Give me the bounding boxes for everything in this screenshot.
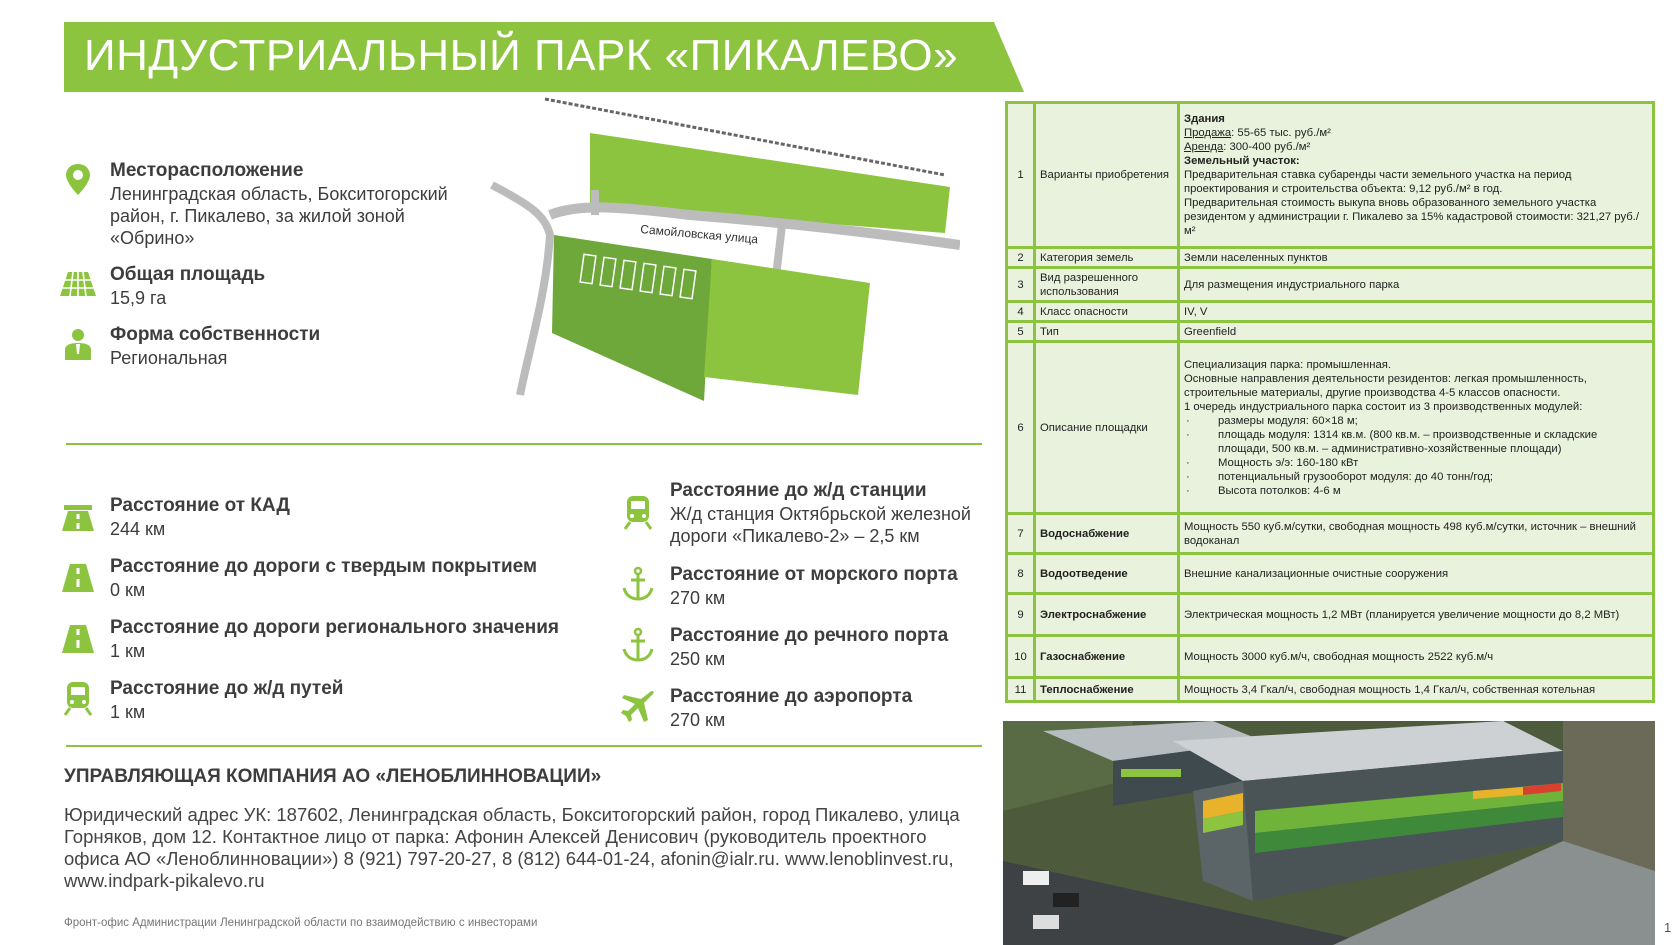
table-row	[1007, 636, 1654, 678]
row-key: Описание площадки	[1035, 342, 1179, 514]
distance-label: Расстояние от морского порта	[670, 564, 958, 585]
row-number: 7	[1007, 514, 1035, 554]
distance-label: Расстояние до дороги с твердым покрытием	[110, 556, 537, 577]
company-contacts: Юридический адрес УК: 187602, Ленинградская область, Бокситогорский район, город Пикалево, улица Горняков, дом 12. Контактное лицо от парка: Афонин Алексей Денисович (руководитель проектного офиса АО «Леноблинновации») 8 (921) 797-20-27, 8 (812) 644-01-24, afonin@ialr.ru. www.lenoblinvest.ru, www.indpark-pikalevo.ru	[64, 804, 960, 891]
distance-value: 0 км	[110, 580, 146, 600]
aerial-photo	[1003, 721, 1655, 945]
row-number: 4	[1007, 302, 1035, 322]
company-name: УПРАВЛЯЮЩАЯ КОМПАНИЯ АО «ЛЕНОБЛИННОВАЦИИ»	[64, 766, 602, 787]
spec-table	[1005, 101, 1655, 703]
distance-value: 270 км	[670, 710, 726, 730]
desc-bullet: · размеры модуля: 60×18 м;	[1184, 414, 1648, 428]
row-value: Мощность 3000 куб.м/ч, свободная мощность 2522 куб.м/ч	[1179, 636, 1654, 678]
road-west	[492, 185, 550, 395]
table-row	[1007, 594, 1654, 636]
distance-value: 1 км	[110, 641, 146, 661]
train-icon	[60, 680, 96, 716]
divider-top	[66, 443, 982, 445]
table-row	[1007, 342, 1654, 514]
desc-bullet: · площадь модуля: 1314 кв.м. (800 кв.м. – производственные и складские площади, 500 кв.м. – административно-хозяйственные площади)	[1184, 428, 1648, 456]
desc-line: 1 очередь индустриального парка состоит из 3 производственных модулей:	[1184, 400, 1583, 413]
area-grid-icon	[60, 266, 96, 302]
distance-label: Расстояние до аэропорта	[670, 686, 913, 707]
distance-label: Расстояние до дороги регионального значения	[110, 617, 559, 638]
desc-bullet: · потенциальный грузооборот модуля: до 40 тонн/год;	[1184, 470, 1648, 484]
site-map	[490, 95, 960, 425]
table-row	[1007, 514, 1654, 554]
row-number: 10	[1007, 636, 1035, 678]
table-row	[1007, 103, 1654, 248]
land-buy: Предварительная стоимость выкупа вновь образованного земельного участка резидентом у администрации г. Пикалево за 15% кадастровой стоимости: 321,27 руб./м²	[1184, 197, 1639, 237]
table-row	[1007, 678, 1654, 702]
row-key: Водоснабжение	[1035, 514, 1179, 554]
row-value	[1179, 342, 1654, 514]
row-value: IV, V	[1179, 302, 1654, 322]
row-number: 2	[1007, 248, 1035, 268]
info-label: Форма собственности	[110, 324, 321, 345]
row-key: Категория земель	[1035, 248, 1179, 268]
row-key: Теплоснабжение	[1035, 678, 1179, 702]
row-number: 1	[1007, 103, 1035, 248]
rent-value: : 300-400 руб./м²	[1223, 141, 1311, 153]
row-key: Класс опасности	[1035, 302, 1179, 322]
row-value: Электрическая мощность 1,2 МВт (планируется увеличение мощности до 8,2 МВт)	[1179, 594, 1654, 636]
row-number: 9	[1007, 594, 1035, 636]
info-value: 15,9 га	[110, 288, 167, 308]
info-label: Месторасположение	[110, 160, 304, 181]
distance-value: 244 км	[110, 519, 166, 539]
table-row	[1007, 248, 1654, 268]
row-key: Тип	[1035, 322, 1179, 342]
table-row	[1007, 322, 1654, 342]
plot-east	[704, 259, 870, 395]
row-key: Газоснабжение	[1035, 636, 1179, 678]
distance-label: Расстояние до ж/д станции	[670, 480, 927, 501]
desc-bullet: · Мощность э/э: 160-180 кВт	[1184, 456, 1648, 470]
train-icon	[620, 494, 656, 530]
location-pin-icon	[60, 162, 96, 198]
row-value: Земли населенных пунктов	[1179, 248, 1654, 268]
buildings-title: Здания	[1184, 113, 1225, 125]
row-number: 3	[1007, 268, 1035, 302]
distance-value: Ж/д станция Октябрьской железной дороги «Пикалево-2» – 2,5 км	[670, 504, 971, 546]
divider-bottom	[66, 745, 982, 747]
sale-label: Продажа	[1184, 127, 1232, 139]
distance-value: 250 км	[670, 649, 726, 669]
row-value	[1179, 103, 1654, 248]
land-title: Земельный участок:	[1184, 155, 1300, 167]
page-number: 1	[1664, 920, 1672, 935]
table-row	[1007, 268, 1654, 302]
row-value: Внешние канализационные очистные сооружения	[1179, 554, 1654, 594]
airplane-icon	[620, 688, 656, 724]
row-number: 11	[1007, 678, 1035, 702]
anchor-icon	[620, 566, 656, 602]
row-value: Мощность 550 куб.м/сутки, свободная мощность 498 куб.м/сутки, источник – внешний водоканал	[1179, 514, 1654, 554]
footer-note: Фронт-офис Администрации Ленинградской области по взаимодействию с инвесторами	[64, 917, 538, 929]
road-icon	[60, 619, 96, 655]
distance-label: Расстояние до речного порта	[670, 625, 949, 646]
row-number: 5	[1007, 322, 1035, 342]
land-rent: Предварительная ставка субаренды части земельного участка на период проектирования и строительства объекта: 9,12 руб./м² в год.	[1184, 169, 1572, 195]
row-key: Варианты приобретения	[1035, 103, 1179, 248]
table-row	[1007, 302, 1654, 322]
anchor-icon	[620, 627, 656, 663]
row-number: 6	[1007, 342, 1035, 514]
rent-label: Аренда	[1184, 141, 1224, 153]
desc-line: Основные направления деятельности резидентов: легкая промышленность, строительные материалы, другие производства 4-5 классов опасности.	[1184, 372, 1587, 399]
row-number: 8	[1007, 554, 1035, 594]
street-label: Самойловская улица	[639, 222, 759, 247]
row-key: Вид разрешенного использования	[1035, 268, 1179, 302]
info-label: Общая площадь	[110, 264, 266, 285]
page-title: ИНДУСТРИАЛЬНЫЙ ПАРК «ПИКАЛЕВО»	[84, 31, 959, 80]
highway-icon	[60, 497, 96, 533]
distance-label: Расстояние от КАД	[110, 495, 290, 516]
desc-line: Специализация парка: промышленная.	[1184, 358, 1391, 371]
road-icon	[60, 558, 96, 594]
info-value: Региональная	[110, 348, 228, 368]
sale-line	[1184, 126, 1648, 140]
row-value: Мощность 3,4 Гкал/ч, свободная мощность 1,4 Гкал/ч, собственная котельная	[1179, 678, 1654, 702]
row-key: Электроснабжение	[1035, 594, 1179, 636]
row-key: Водоотведение	[1035, 554, 1179, 594]
row-value: Greenfield	[1179, 322, 1654, 342]
rent-line	[1184, 140, 1648, 154]
sale-value: : 55-65 тыс. руб./м²	[1231, 127, 1331, 139]
person-icon	[60, 326, 96, 362]
distance-value: 270 км	[670, 588, 726, 608]
plot-module-area	[552, 235, 712, 401]
distance-label: Расстояние до ж/д путей	[110, 678, 344, 699]
row-value: Для размещения индустриального парка	[1179, 268, 1654, 302]
info-value: Ленинградская область, Бокситогорский район, г. Пикалево, за жилой зоной «Обрино»	[110, 184, 448, 248]
distance-value: 1 км	[110, 702, 146, 722]
desc-bullet: · Высота потолков: 4-6 м	[1184, 484, 1648, 498]
table-row	[1007, 554, 1654, 594]
title-banner	[64, 22, 1024, 92]
